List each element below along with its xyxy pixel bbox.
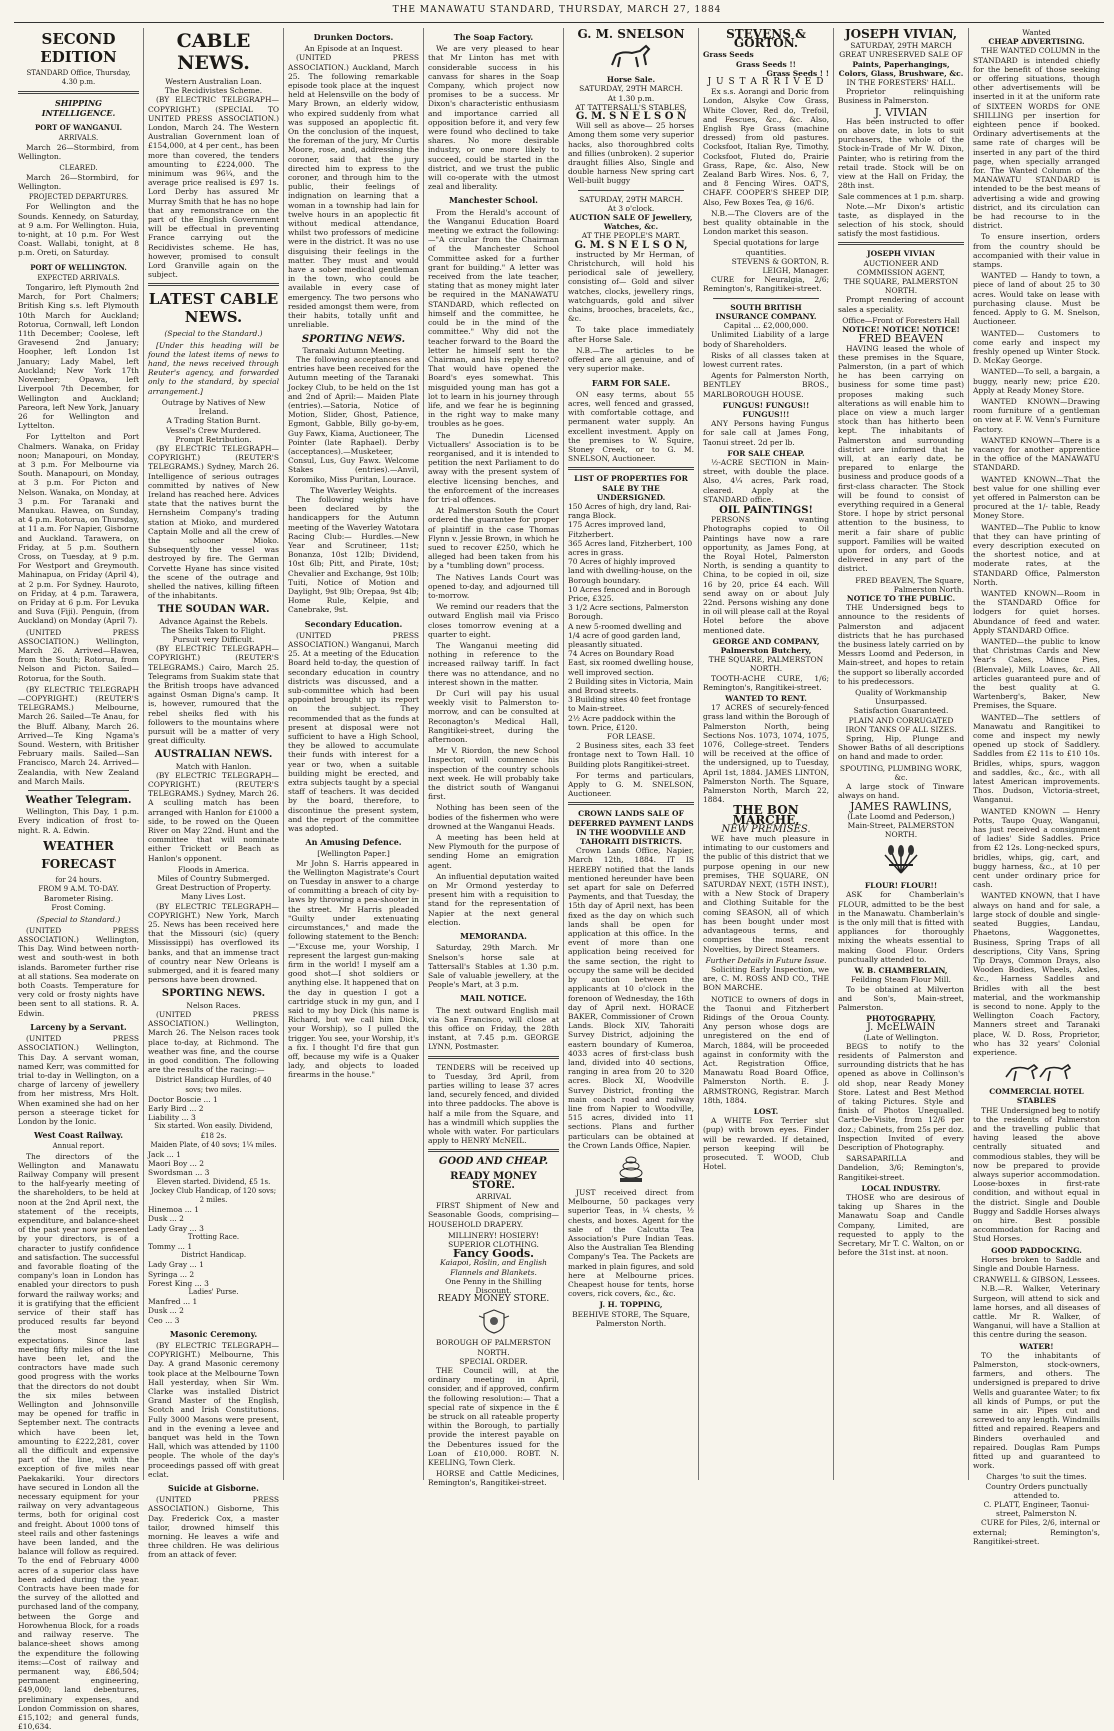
forecast-from: FROM 9 A.M. TO-DAY. [38,885,119,894]
property-item: 74 Acres on Boundary Road East, six roomed dwelling house, well improved section. [568,649,694,677]
seeds-text: Ex s.s. Aorangi and Doric from London, Alsyke Cow Grass, White Clover, Red do, Trefoil, and Fescues, &c., &c. Also, English Rye Grass (machine dressed) from old pastures. Cocksfoot, Italian Rye, Timothy, Cocksfoot, Fluted do, Prairie Grass, Rape, &c. Also, New Zealand Barb Wires. Nos. 6, 7, and 8 Fencing Wires. OAT'S, CHAFF. COOPER'S SHEEP DIP, Also, Few Boxes Tea, @ 16/6. [703,87,829,207]
cheap-advertising: CHEAP ADVERTISING. [988,37,1085,47]
weather-text-2: (UNITED PRESS ASSOCIATION.) Wellington, This Day. Wind between north-west and south-west in both islands. Barometer further rise at all stations. Sea moderate on both Coasts. Temperature for very cold or frosty nights have been sent to all stations. R. A. Edwin. [18,925,139,1018]
headline: Advance Against the Rebels. [159,616,268,626]
headline: Secondary Education. [304,618,403,629]
divider [578,190,684,191]
vet-text: N.B.—R. Walker, Veterinary Surgeon, will attend to sick and lame horses, and all diseases of cattle. Mr R. Walker, of Wanganui, will have a Stallion at this centre during the season. [973,1284,1100,1340]
wanted-ad: WANTED— Customers to come early and inspect my freshly opened up Winter Stock. D. McKay George. [973,328,1100,366]
article-text: Dr Curl will pay his usual weekly visit to Palmerston to-morrow, and can be consulted at Reconagton's Medical Hall, Rangitikei-street, during the afternoon. [428,689,559,745]
wanted-ad: WANTED KNOWN—There is a vacancy for another apprentice in the office of the MANAWATU STANDARD. [973,435,1100,473]
property-item: 365 Acres land, Fitzherbert, 100 acres in grass. [568,538,693,557]
expected-text: Tongariro, left Plymouth 2nd March, for Port Chalmers; British King s.s. left Plymouth 10th March for Auckland; Rotorua, Cornwall, left London 11th December; Coolese, left Gravesend 2nd January; Hoopher, left London 1st January; Lady Mabel, left Auckland; New York 17th November; Opawa, left Liverpool 7th December, for Wellington and Auckland; Pareora, left New York, January 26 for Wellington and Lyttelton. [18,283,139,431]
signature: STEVENS & GORTON, R. LEIGH, Manager. [731,256,829,276]
sale-text: To take place immediately after Horse Sale. [568,325,694,344]
just-arrived: J U S T A R R I V E D [707,77,825,88]
rawlins-address: (Late Loomd and Pederson,) Main-Street, PALMERSTON NORTH. [847,811,955,840]
race-title: Jockey Club Handicap, of 120 sovs; 2 miles. [150,1186,277,1204]
horses-icon [973,1061,1100,1083]
article-text: Mr John S. Harris appeared in the Wellington Magistrate's Court on Tuesday in answer to a charge of committing a breach of city by-laws by throwing a pea-shooter in the street. Mr Harris pleaded "Guilty under extenuating circumstances," and made the following statement to the Bench:—"Excuse me, your Worship, I represent the largest gun-making firm in the world! I myself am a good shot—I shot soldiers or anything else. It happened that on the day in question I got a cartridge stuck in my gun, and I said to my boy Dick (his name is Richard, but we call him Dick, your Worship), so I pulled the trigger. You see, your Worship, it's a fix. I thought I'd fire that gun off, because my wife is a Quaker lady, and objects to loaded firearms in the house." [288,858,419,1080]
gms-line: G. M. S N E L S O N, [574,239,688,251]
great-sale: GREAT UNRESERVED SALE OF [839,50,963,60]
larceny-text: (UNITED PRESS ASSOCIATION.) Wellington, This Day. A servant woman, named Kerr, was committed for trial to-day in Wellington, on a charge of larceny of jewellery from her mistress, Mrs Holt. When examined she had on her person a steerage ticket for London by the Ionic. [18,1034,139,1126]
mail-heading: MAIL NOTICE. [460,993,527,1004]
bon-marche-sig: Soliciting Early Inspection, we are, C. M. ROSS AND CO., THE BON MARCHE. [703,964,829,993]
agent-label: AUCTIONEER AND COMMISSION AGENT, [856,258,946,277]
wanted-ad: WANTED—The Public to know that they can have printing of every description executed on the shortest notice, and at moderate rates, at the STANDARD Office, Palmerston North. [973,522,1100,587]
time-line: At 3 o'clock. [607,203,655,213]
divider [428,1149,559,1152]
headline: Prompt Retribution. [175,434,252,444]
millinery-label: MILLINERY! HOSIERY! [447,1230,539,1240]
horse-icon [568,43,694,71]
butchery-label: Palmerston Butchery, [720,646,812,655]
article-text: (BY ELECTRIC TELEGRAPH—COPYRIGHT.) (SPECIAL TO UNITED PRESS ASSOCIATION.) London, March 24. The Western Australian Government loan of £154,000, at 4 per cent., has been more than covered, the tenders amounting to £224,000. The minimum was 96¼, and the average price realised is £97 1s. Lord Derby has assured Mr Murray Smith that he has no hope that any remonstrance on the part of the English Government will be effectual in preventing France carrying out the Recidivistes scheme. He has, however, promised to consult Lord Granville again on the subject. [148,95,279,280]
paddocking-text: Horses broken to Saddle and Single and Double Harness. [973,1254,1100,1273]
oil-text: PERSONS wanting Photographs copied to Oil Paintings have now a rare opportunity, as James Fong, at the Royal Hotel, Palmerston North, is sending a quantity to China, to be copied in oil, size 16 by 20, price £4 each. Will send away on or about July 22nd. Persons wishing any done in oil will please call at the Royal Hotel before the above mentioned date. [703,515,829,635]
beehive-icon [568,1154,694,1184]
race-title: Maiden Plate, of 40 sovs; 1¼ miles. [150,1140,277,1149]
masthead: THE MANAWATU STANDARD, THURSDAY, MARCH 27, 1884 [392,5,722,15]
newspaper-columns [14,27,1104,1731]
cheap-text: ½-ACRE SECTION in Main-street, with double the place. Also, 4¼ acres, Park road, cleared. Apply at the STANDARD office. [703,457,829,504]
fancy-goods: Fancy Goods. [452,1247,535,1261]
cleared-label: CLEARED. [59,163,98,172]
satisfaction-line: Satisfaction Guaranteed. [853,706,949,716]
cure-ad: CURE for Neuralgia, 2/6; Remington's, Rangitikei-street. [703,275,829,294]
crown-lands-heading: CROWN LANDS SALE OF DEFERRED PAYMENT LANDS IN THE WOODVILLE AND TAHORAITI DISTRICTS. [568,809,694,847]
auction-label: AUCTION SALE OF Jewellery, Watches, &c. [569,213,693,232]
property-item: 175 Acres improved land, Fitzherbert. [568,520,666,539]
insurance-text: Risks of all classes taken at lowest current rates. [703,350,829,369]
country-note: To ensure insertion, orders from the country should be accompanied with their value in stamps. [973,232,1100,270]
advertising-text: THE WANTED COLUMN in the STANDARD is intended chiefly for the benefit of those seeking or offering situations, though other advertisements will be inserted in it at the uniform rate of SIXTEEN WORDS for ONE SHILLING per insertion for eighteen pence if booked. Ordinary advertisements at the same rate of charges will be inserted in any part of the third page, when specially arranged for. The Wanted Column of the MANAWATU STANDARD is intended to be the best means of advertising a wide and growing district, and its circulation can be had recourse to in the district. [973,46,1100,231]
wanted-ad: WANTED KNOWN, that I have always on hand and for sale, a large stock of double and single-seated Buggies, Landau, Phaetons, Waggonettes, Business, Spring Traps of all descriptions, City Vans, Spring Tip Drays, Common Drays, also Wooden Bodies, Wheels, Axles, &c., Harness Saddles and Bridles with all the best material, and the workmanship is second to none. Apply to the Wellington Coach Factory, Manners street and Taranaki place, W. D. Ross, Proprietor, who has 32 years' Colonial experience. [973,891,1100,1057]
railway-report: The directors of the Wellington and Manawatu Railway Company will present to the half-yearly meeting of the shareholders, to be held at noon at the 2nd April next, the statement of the receipts, expenditure, and balance-sheet of the past year now presented by your directors, is of a character to justify confidence and satisfaction. The successful and favorable floating of the company's loan in London has enabled your directors to push forward the railway works; and it is gratifying that the efficient service of their staff has produced results far beyond the most sanguine expectations. Since last meeting fifty miles of the line have been let, and the contractors have made such good progress with the works that the directors do not doubt the six miles between Wellington and Johnsonville may be opened for traffic in September next. The contracts which have been let, amounting to £222,281, cover all the difficult and expensive part of the line, with the exception of five miles near Paekakariki. Your directors have secured in London all the necessary equipment for your railway on very advantageous terms, both for original cost and freight. About 1000 tons of steel rails and other fastenings have been landed, and the balance will follow as required. To the end of February 4000 acres of a superior class have been added during the year. Contracts have been made for the survey of the allotted and purchased land of the company, between the Gorge and Horowhenua Block, for a roads and railway reserve. The balance-sheet shows among the expenditure the following items:—Cost of railway and permanent way, £86,504; permanent engineering, £49,000; land debentures, preliminary expenses, and London Commission on shares, £15,102; and general funds, £10,634. [18,1151,139,1731]
wanted-label: Wanted [1022,28,1051,37]
arrival-label: ARRIVAL [476,1191,511,1201]
square-address: THE SQUARE, PALMERSTON NORTH. [708,655,824,674]
special-label: (Special to the Standard.) [164,329,263,339]
headline: Nelson Races. [186,1000,241,1010]
article-text: We are very pleased to hear that Mr Linton has met with considerable success in his canvass for shares in the Soap Company, which project now promises to be a success. Mr Dixon's characteristic enthusiasm and importance carried all opposition before it, and very few were found who declined to take shares. No more desirable industry, or one more likely to succeed, could be started in the district, and we trust the public will co-operate with the utmost zeal and liberality. [428,44,559,192]
wanted-ad: WANTED KNOWN—Drawing room furniture of a gentleman on view at F. W. Venn's Furniture Factory. [973,396,1100,434]
cheap-heading: FOR SALE CHEAP. [727,448,805,458]
date-line: SATURDAY, 29TH MARCH. [579,84,683,94]
weather-heading: Weather Telegram. [25,795,132,807]
stables-line: AT TATTERSALL'S STABLES, [575,102,687,112]
article-text: (UNITED PRESS ASSOCIATION.) Auckland, March 25. The following remarkable episode took place at the inquest held at Helensville on the body of Mary Brown, an elderly widow, who expired suddenly from what was supposed an apoplectic fit. On the conclusion of the inquest, the foreman of the jury, Mr Curtis Moore, rose, and, addressing the coroner, said that the jury directed him to express to the coroner, and through him to the public, their feelings of indignation on learning that a woman in a township had lain for twelve hours in an apoplectic fit without medical attendance, whilst two professors of medicine were in the district. It was no use disguising their feelings in the matter. They must and would have a sober medical gentleman in the town, who could be available in every case of emergency. The two persons who resided amongst them were, from their habits, totally unfit and unreliable. [288,53,419,330]
headline: Pursuit very Difficult. [172,634,255,644]
tanks-line: PLAIN AND CORRUGATED IRON TANKS OF ALL SIZES. [845,715,957,734]
paddocking-title: GOOD PADDOCKING. [991,1245,1082,1255]
beaven-text: HAVING leased the whole of these premises in the Square, Palmerston, (in a part of which he has been carrying on business for some time past) proposes making such alterations as will enable him to place on view a much larger stock than has hitherto been kept. The inhabitants of Palmerston and surrounding district are informed that he will, at an early date, be prepared to enlarge the business and produce goods of a first-class character. The Stock will be found to consist of everything required in a General Store. I hope by strict personal attention to the business, to merit a fair share of public support. Families will be waited upon for orders, and Goods delivered in any part of the district. [838,343,964,574]
insurance-text: Unlimited Liability of a large body of Shareholders. [703,330,829,349]
wanted-ad: WANTED—The settlers of Manawatu and Rangitikei to come and inspect my newly opened up stock of Saddlery. Saddles from £2 11s to £10 10s. Bridles, whips, spurs, waggon and saddles, &c., &c., with all latest American improvements. Thos. Dudson, Victoria-street, Wanganui. [973,712,1100,805]
headline: Outrage by Natives of New Ireland. [161,397,266,417]
wanted-ad: WANTED KNOWN — Henry Potts, Taupo Quay, Wanganui, has just received a consignment of ladies' Side Saddles. Price from £2 12s. Long-necked spurs, bridles, whips, gig, cart, and buggy harness, &c., at 10 per cent under ordinary price for cash. [973,806,1100,890]
frost-label: Frost Coming. [51,903,106,913]
farm-text: ON easy terms, about 55 acres, well fenced and grassed, with comfortable cottage, and permanent water supply. An excellent investment. Apply on the premises to W. Squire, Stoney Creek, or to G. M. SNELSON, Auctioneer. [568,389,694,464]
headline: Manchester School. [449,195,538,206]
wanted-ad: WANTED KNOWN—Room in the STANDARD Office for lodgers for quiet horses. Abundance of feed and water. Apply STANDARD Office. [973,588,1100,635]
notice-public: NOTICE TO THE PUBLIC. [846,593,956,603]
quality-line: Quality of Workmanship Unsurpassed. [855,688,947,707]
race-result: Dusk ... 2 [148,1306,184,1316]
race-note: Six started. Won easily. Dividend, £18 2s. [154,1122,273,1140]
seeds-line: Grass Seeds ! ! [766,68,829,78]
vivian-text: Has been instructed to offer on above date, in lots to suit purchasers, the whole of the Stock-in-Trade of Mr W. Dixon, Painter, who is retiring from the retail trade. Stock will be on view at the Hall on Friday, the 28th inst. [838,116,964,191]
headline: A Trading Station Burnt. [166,416,261,426]
property-item: 10 Acres fenced and in Borough Price, £325. [568,584,691,603]
insurance-title: SOUTH BRITISH INSURANCE COMPANY. [715,302,817,321]
mcelwain-origin: (Late of Wellington. [863,1032,939,1042]
time-line: At 1.30 p.m. [607,93,655,103]
divider [18,91,139,94]
quotations-note: Special quotations for large quantities. [713,238,819,257]
headline: An Amusing Defence. [305,837,402,848]
photo-title: PHOTOGRAPHY. [866,1014,936,1024]
projected-text: For Wellington and the Sounds. Kennedy, on Saturday, at 9 a.m. For Wellington. Huia, to-night, at 10 p.m. For West Coast. Wallabi, tonight, at 8 p.m. Oreti, on Saturday. [18,202,139,258]
cable-news-title: CABLE NEWS. [176,30,251,74]
property-item: 70 Acres of highly improved land with dwelling-house, on the Borough boundary. [568,557,693,585]
hall-label: IN THE FORESTERS' HALL. [846,78,956,88]
new-premises-label: NEW PREMISES. [721,823,811,835]
divider [568,802,694,805]
race-result: Manfred ... 1 [148,1297,198,1307]
headline: Vessel's Crew Murdered. [165,425,262,435]
race-result: Tommy ... 1 [148,1241,193,1251]
race-result: Jack ... 1 [148,1149,181,1159]
article-text: The following weights have been declared by the handicappers for the Autumn meeting of the Waverley Watotara Racing Club:— Hurdles.—New Year and Scrutineer, 11st; Bonanza, 10st 12lb; Dividend, 10st 6lb; Pitt, and Pirate, 10st; Chevalier and Exchange, 9st 10lb; Tuiti, Notice of Motion and Daylight, 9st 9lb; Orepaa, 9st 4lb; Home Rule, Kelpie, and Canebrake, 9st. [288,494,419,615]
properties-heading: LIST OF PROPERTIES FOR SALE BY THE UNDERSIGNED. [574,474,688,502]
second-edition-title: SECOND EDITION [40,30,117,66]
flour-text: ASK for Chamberlain's FLOUR, admitted to be the best in the Manawatu. Chamberlain's is the only mill that is fitted with appliances for thoroughly mixing the wheats essential to making Good Flour. Orders punctually attended to. [838,890,964,964]
headline: Taranaki Autumn Meeting. [302,345,405,355]
topping-address: BEEHIVE STORE, The Square, Palmerston North. [572,1309,690,1328]
flour-title: FLOUR! FLOUR!! [864,881,938,891]
column-2 [144,28,284,1560]
crown-lands-text: Crown Lands Office, Napier, March 12th, 1884. IT IS HEREBY notified that the lands mentioned hereunder have been set apart for sale on Deferred Payments, and that Tuesday, the 15th day of April next, has been fixed as the day on which such lands shall be open for application at this office. In the event of more than one application being received for the same section, the right to occupy the same will be decided by auction between the applicants at 10 o'clock in the forenoon of Wednesday, the 16th day of April next. HORACE BAKER, Commissioner of Crown Lands. Block XIV, Tahoraiti Survey District, adjoining the eastern boundary of Kumeroa, 4033 acres of first-class bush land, divided into 40 sections, ranging in area from 20 to 320 acres. Block XI, Woodville Survey District, fronting the main coach road and railway line from Napier to Woodville, 515 acres, divided into 11 sections. Plans and further particulars can be obtained at the Crown Lands Office, Napier. [568,846,694,1150]
sale-start: Sale commences at 1 p.m. sharp. [838,192,964,202]
divider [28,790,129,791]
sale-text: Will sell as above— 25 horses Among them some very superior hacks, also thoroughbred colts and fillies (unbroken). 2 superior draught fillies Also, Single and double harness New spring cart Well-built buggy [568,121,694,186]
column-5 [564,28,699,1480]
annual-label: Annual report. [52,1142,105,1151]
race-result: Maori Boy ... 2 [148,1159,204,1169]
local-industry-text: THOSE who are desirous of taking up Shares in the Manawatu Soap and Candle Company, Limited, are requested to apply to the Secretary, Mr T. C. Walton, on or before the 31st inst. at noon. [838,1192,964,1258]
horse-medicine-ad: HORSE and Cattle Medicines, Remington's, Rangitikei-street. [428,1469,559,1488]
memoranda-heading: MEMORANDA. [460,931,527,942]
divider [428,1056,559,1059]
fungus-heading: FUNGUS! FUNGUS!! FUNGUS!!! [722,400,810,419]
borough-title: BOROUGH OF PALMERSTON NORTH. [436,1338,551,1357]
tenders-ad: TENDERS will be received up to Tuesday, 3rd April, from parties willing to lease 37 acres land, securely fenced, and divided into three paddocks. The above is half a mile from the Square, and has a windmill which supplies the whole with water. For particulars apply to HENRY McNEIL. [428,1062,559,1146]
property-item: 2½ Acre paddock within the town. Price, £120. [568,713,676,732]
vivian-name: J. VIVIAN [874,105,928,119]
race-note: Eleven started. Dividend, £5 1s. [156,1177,271,1186]
photo-text: BEGS to notify to the residents of Palmerston and surrounding districts that he has opened as above in Collinson's old shop, near Ready Money Store. Latest and Best Method of taking Pictures. Style and finish of Photos Unequalled. Carte-De-Visite, from 12/6 per doz.; Cabinets, from 25s per doz. Inspection Invited of every Description of Photography. [838,1041,964,1152]
horse-sale-label: Horse Sale. [606,75,656,85]
rent-heading: WANTED TO RENT. [725,694,807,704]
discount-label: One Penny in the Shilling Discount. [445,1276,542,1295]
article-text: The Wanganui meeting did nothing in reference to the increased railway tariff. In fact there was no attendance, and no interest shown in the matter. [428,641,559,687]
lease-text: 2 Business sites, each 33 feet frontage next to Town Hall. 10 Building plots Rangitikei-street. [568,741,694,769]
projected-text-2: For Lyttelton and Port Chalmers. Wanaka, on Friday noon; Manapouri, on Monday, at 3 p.m. For Melbourne via South. Manapouri, on Monday, at 3 p.m. For Picton and Nelson. Wanaka, on Monday, at 3 p.m. For Taranaki and Manukau. Hawea, on Sunday, at 4 p.m. Rotorua, on Thursday, at 11 a.m. For Napier, Gisborne and Auckland. Tarawera, on Friday, at 5 p.m. Southern Cross, on Tuesday, at 9 p.m. For Westport and Greymouth. Mahinapua, on Friday (April 4), at 2 p.m. For Sydney. Hauroto, on Friday, at 4 p.m. Tarawera, on Friday at 6 p.m. For Levuka and Suva (Fiji). Penguin, (from Auckland) on Monday (April 7). [18,432,139,626]
coat-of-arms-icon [428,1308,559,1334]
clothing-label: SUPERIOR CLOTHING. [448,1239,539,1249]
article-text: (BY ELECTRIC TELEGRAPH—COPYRIGHT.) (REUTER'S TELEGRAMS.) Sydney, March 26. Intelligence of serious outrages committed by natives of New Ireland has reached here. Advices state that the natives burnt the Hernsheim Company's trading station at Mioko, and murdered Captain Molle and all the crew of the schooner Mioko. Subsequently the vessel was destroyed by fire. The German Corvette Hyane has since visited the scene of the outrage and shelled the natives, killing fifteen of the inhabitants. [148,443,279,601]
race-result: Doctor Boscie ... 1 [148,1094,218,1104]
flannels-label: Kaiapoi, Roslin, and English Flannels and Blankets. [440,1258,547,1277]
headline: Miles of Country Submerged. [157,874,270,884]
port-wanganui: PORT OF WANGANUI. [34,122,123,132]
property-item: A new 5-roomed dwelling and 1/4 acre of good garden land, pleasantly situated. [568,621,682,649]
stevens-gorton-title: STEVENS & GORTON. [726,27,806,51]
cranwell-name: CRANWELL & GIBSON, Lessees. [973,1275,1100,1285]
vivian-title-2: JOSEPH VIVIAN [867,249,935,259]
paints-label: Paints, Paperhangings, Colors, Glass, Brushware, &c. [838,59,964,78]
divider [713,298,819,299]
divider [148,283,279,286]
divider [568,467,694,470]
cable-text-2: (BY ELECTRIC TELEGRAPH—COPYRIGHT.) (REUTER'S TELEGRAMS.) Melbourne, March 26. Sailed—Te Anau, for the Bluff. Albany, March 26. Arrived—Te King Ngama's Sound. Western, with Britisher February mails. Sailed—San Francisco, March 24. Arrived—Zealandia, with New Zealand and March Mails. [18,684,139,786]
piles-ad: CURE for Piles, 2/6, internal or external; Remington's, Rangitikei-street. [973,1518,1101,1546]
masthead-rule [14,22,1104,23]
property-item: 3 1/2 Acre sections, Palmerston Borough. [568,603,689,622]
article-text: The Dunedin Licensed Victuallers' Association is to be reorganised, and it is intended to petition the next Parliament to do away with the present system of elective licensing benches, and the enforcement of the increases for tri-al offences. [428,430,559,504]
gms-line: G. M. S N E L S O N [575,111,687,123]
race-result: Liability ... 3 [148,1113,196,1123]
fungus-text: ANY Persons having Fungus for sale call at James Fong, Taonui street. 2d per lb. [703,419,829,447]
article-text: (UNITED PRESS ASSOCIATION.) Wellington, March 26. The Nelson races took place to-day, at Richmond. The weather was fine, and the course in good condition. The following are the results of the racing:— [148,1009,279,1075]
ready-money-heading: READY MONEY STORE. [450,1170,537,1191]
property-item: 150 Acres of high, dry land, Rai-ranga Block. [568,501,692,521]
race-title: District Handicap. [180,1251,247,1260]
article-text: (BY ELECTRIC TELEGRAPH—COPYRIGHT.) Melbourne, This Day. A grand Masonic ceremony took place at the Melbourne Town Hall yesterday, when Sir Wm. Clarke was installed District Grand Master of the English, Scotch and Irish Constitutions. Fully 3000 Masons were present, and in the evening a levee and banquet was held in the Town Hall, which was attended by 1100 people. The whole of the day's proceedings passed off with great eclat. [148,1341,279,1479]
wanted-ad: WANTED—the public to know that Christmas Cards and New Year's Cakes, Mince Pies, (Blenvale), Milk Loaves, &c. All articles guaranteed pure and of the best quality at G. Wartenberg's, Baker, New Premises, the Square. [973,637,1100,711]
column-4 [424,28,564,1488]
race-result: Forest King ... 3 [148,1278,209,1288]
notice-text: THE Undersigned begs to announce to the residents of Palmerston and adjacent districts that he has purchased the business lately carried on by Messrs Loomd and Pederson, in Main-street, and hopes to retain the support so liberally accorded to his predecessors. [838,603,964,686]
people-mart: AT THE PEOPLE'S MART. [581,231,681,241]
vivian-text: Proprietor relinquishing Business in Palmerston. [838,87,964,106]
sporting-heading: SPORTING NEWS. [301,333,406,345]
article-text: The Natives Lands Court was opened to-day, and adjourned till to-morrow. [428,572,559,600]
shipping-heading: SHIPPING INTELLIGENCE. [41,98,116,118]
suicide-title: Suicide at Gisborne. [168,1483,259,1494]
article-text: Nothing has been seen of the bodies of the fishermen who were drowned at the Wanganui Heads. [428,803,559,831]
projected-label: PROJECTED DEPARTURES. [28,193,129,202]
snelson-title: G. M. SNELSON [577,27,685,41]
heading-note: [Under this heading will be found the latest items of news to hand, the news received through Reuter's agency, and forwarded only to the standard, by special arrangement.] [148,340,279,396]
forecast-sub: for 24 hours. [55,875,102,884]
column-3 [284,28,424,1480]
race-result: Early Bird ... 2 [148,1103,204,1113]
capital-line: Capital ... £2,000,000. [723,321,809,331]
australian-title: AUSTRALIAN NEWS. [154,749,273,761]
oil-title: OIL PAINTINGS! [719,504,813,516]
cleared-text: March 26—Stormbird, for Wellington. [18,172,139,192]
rawlins-name: JAMES RAWLINS, [850,800,952,814]
wanted-ad: WANTED — Handy to town, a piece of land of about 25 to 30 acres. Would take on lease with purchasing clause. Must be fenced. Apply to G. M. Snelson, Auctioneer. [973,271,1100,327]
seeds-line: Grass Seeds [703,50,754,60]
headline: Drunken Doctors. [313,32,394,42]
race-result: Ceo ... 3 [148,1315,180,1325]
race-result: Dusk ... 2 [148,1214,184,1224]
special-label: (Special to Standard.) [36,914,121,924]
shipment-text: FIRST Shipment of New and Seasonable Goods, comprising— HOUSEHOLD DRAPERY. [428,1201,559,1229]
soudan-title: THE SOUDAN WAR. [157,604,270,616]
tinware-text: A large stock of Tinware always on hand. [838,782,964,801]
headline: The Sheiks Taken to Flight. [161,625,266,635]
property-item: 3 Building sites 40 feet frontage to Main-street. [568,695,691,714]
dogs-notice: NOTICE to owners of dogs in the Taonui and Fitzherbert Ridings of the Oroua County. Any person whose dogs are unregistered on the end of March, 1884, will be proceeded against in conformity with the Act. Registration Office, Manawatu Road Board Office, Palmerston North. E. J. ARMSTRONG, Registrar. March 18th, 1884. [703,994,829,1105]
seeds-line: Grass Seeds !! [736,59,796,69]
lost-text: A WHITE Fox Terrier slut (pup) with brown eyes. Finder will be rewarded. If detained, person keeping will be prosecuted. T. WOOD, Club Hotel. [703,1116,829,1172]
future-details: Further Details in Future Issue. [705,955,827,965]
terms-text: For terms and particulars, Apply to G. M. SNELSON, Auctioneer. [568,770,694,799]
headline: Floods in America. [177,864,250,874]
water-text: TO the inhabitants of Palmerston, stock-owners, farmers, and others. The undersigned is prepared to drive Wells and guarantee Water; to fix all kinds of Pumps, or put the same in air. Pipes cut and screwed to any length. Windmills fitted and repaired. Reapers and Binders overhauled and repaired. Douglas Ram Pumps fitted up and guaranteed to work. [973,1350,1100,1471]
sale-text: instructed by Mr Herman, of Christchurch, will hold his periodical sale of jewellery, consisting of— Gold and silver watches, clocks, jewellery rings, watchguards, gold and silver chains, brooches, bracelets, &c., &c. [568,249,694,324]
race-result: Syringa ... 2 [148,1269,195,1279]
memoranda-text: Saturday, 29th March. Mr Snelson's horse sale at Tattersall's Stables at 1.30 p.m. Sale of valuable jewellery, at the People's Mart, at 3 p.m. [428,943,559,990]
arrival-text: March 26—Stormbird, from Wellington. [18,143,139,162]
article-text: (BY ELECTRIC TELEGRAPH—COPYRIGHT.) New York, March 25. News has been received here that the Missouri (sic) (query Mississippi) has overflowed its banks, and that an immense tract of country near New Orleans is submerged, and it is feared many persons have been drowned. [148,901,279,985]
date-line: SATURDAY, 29TH MARCH [850,41,952,51]
spouting-line: SPOUTING, PLUMBING WORK, &c. [839,763,963,782]
local-industry: LOCAL INDUSTRY. [861,1183,941,1193]
bon-marche-text: WE have much pleasure in intimating to our customers and the public of this district that we purpose opening in our new premises, THE SQUARE, ON SATURDAY NEXT, (15TH INST.), with a New Stock of Drapery and Clothing Suitable for the coming SEASON, all of which has been bought under most advantageous terms, and comprises the most recent Novelties, by Direct Steamers. [703,834,829,954]
headline: [Wellington Paper.] [317,849,390,859]
clovers-note: N.B.—The Clovers are of the best quality obtainable in the London market this season. [703,208,829,237]
farm-heading: FARM FOR SALE. [591,377,671,388]
mcelwain-name: J. McELWAIN [866,1022,936,1034]
headline: Many Lives Lost. [181,892,246,902]
chamberlain-name: W. B. CHAMBERLAIN, [854,966,948,976]
good-cheap-heading: GOOD AND CHEAP. [438,1156,549,1168]
notice-heading: NOTICE! NOTICE! NOTICE! [842,325,960,335]
lost-heading: LOST. [753,1106,779,1116]
larceny-heading: Larceny by a Servant. [30,1021,127,1032]
race-result: Lady Gray ... 1 [148,1260,204,1270]
wanted-ad: WANTED—To sell, a bargain, a buggy, nearly new; price £20. Apply at Ready Money Store. [973,367,1100,395]
article-text: The following acceptances and entries have been received for the Autumn meeting of the Taranaki Jockey Club, to be held on the 1st and 2nd of April:— Maiden Plate (entries).—Satoria, Notice of Motion, Slider, Ghost, Patience, Egmont, Gabble, Billy go-by-em, Guy Fawx, Kiama, Auctioneer, The Pointer (late Raphael). Derby (acceptances).—Musketeer, Consul, Lus, Guy Fawx. Welcome Stakes (entries).—Anvil, Koromiko, Miss Puritan, Lourace. [288,354,419,484]
stables-title: COMMERCIAL HOTEL STABLES [989,1087,1084,1106]
vivian-note: Note.—Mr Dixon's artistic taste, as displayed in the selection of his stock, should satisfy the most fastidious. [838,201,964,239]
property-item: 2 Building sites in Victoria, Main and Broad streets. [568,676,694,695]
topping-name: J. H. TOPPING, [599,1300,663,1310]
headline: Western Australian Loan. [165,77,262,86]
expected-label: EXPECTED ARRIVALS. [37,273,120,282]
article-text: Mr V. Riordon, the new School Inspector, will commence his inspection of the country schools next week. He will probably take the district south of Wanganui first. [428,746,559,802]
barometer-label: Barometer Rising. [43,894,114,904]
obtain-text: To be obtained at Milverton and Son's, Main-street, Palmerston. [838,984,964,1012]
sale-text: N.B.—The articles to be offered are all genuine, and of very superior make. [568,345,694,374]
insurance-text: Agents for Palmerston North, BENTLEY BROS., MARLBOROUGH HOUSE. [703,371,829,399]
race-title: District Handicap Hurdles, of 40 sovs; two miles. [155,1076,272,1094]
headline: The Recidivistes Scheme. [164,86,263,96]
weather-text: Wellington, This Day, 1 p.m. Every indication of frost to-night. R. A. Edwin. [18,807,139,835]
west-coast-heading: West Coast Railway. [34,1130,123,1141]
headline: The Waverley Weights. [310,485,397,495]
column-8 [969,28,1104,1546]
platt-sig: C. PLATT, Engineer, Taonui-street, Palmerston N. [983,1500,1090,1519]
agent-text: Prompt rendering of account sales a speciality. [838,295,964,314]
charges-line: Charges 'to suit the times. [986,1472,1087,1482]
sarsaparilla-ad: SARSAPARILLA and Dandelion, 3/6; Remington's, Rangitikei-street. [838,1154,964,1182]
ready-money-store: READY MONEY STORE. [437,1294,550,1305]
headline: An Episode at an Inquest. [304,44,403,54]
george-title: GEORGE AND COMPANY, [712,636,820,646]
office-line: Office—Front of Foresters Hall [842,315,960,325]
date-line: SATURDAY, 29TH MARCH. [579,194,683,204]
forecast-title: WEATHER FORECAST [41,838,116,871]
bon-marche-title: THE BON MARCHE, [732,803,800,827]
wheat-sheaf-icon [838,843,964,877]
orders-line: Country Orders punctually attended to. [985,1481,1088,1500]
race-result: Swordsman ... 3 [148,1168,210,1178]
article-text: (BY ELECTRIC TELEGRAPH—COPYRIGHT.) (REUTER'S TELEGRAMS.) Sydney, March 26. A sculling match has been arranged with Hanlon for £1000 a side, to be rowed on the Queen River on May 22nd. Hunt and the committee that will nominate either Trickett or Beach as Hanlon's opponent. [148,770,279,863]
water-title: WATER! [1019,1341,1054,1351]
mail-text: The next outward English mail via San Francisco, will close at this office on Friday, the 28th instant, at 7.45 p.m. GEORGE LYNN, Postmaster. [428,1005,559,1052]
masonic-title: Masonic Ceremony. [169,1328,258,1339]
tea-ad-text: JUST received direct from Melbourne, 50 packages very superior Teas, in ¼ chests, ½ chests, and boxes. Agent for the sale of the Calcutta Tea Association's Pure Indian Teas. Also the Australian Tea Blending Company's Tea. The Packets are marked in plain figures, and sold here at Melbourne prices. Cheapest house for tents, horse covers, rick covers, &c., &c. [568,1187,694,1299]
tooth-ad: TOOTH-ACHE CURE, 1/6; Remington's, Rangitikei-street. [703,673,829,692]
column-6 [699,28,834,1480]
column-1 [14,28,144,1731]
cable-text-1: (UNITED PRESS ASSOCIATION.) Wellington, March 26. Arrived—Hawea, from the South; Rotorua, from Nelson and Picton. Sailed—Rotorua, for the South. [18,627,139,683]
column-7 [834,28,969,1480]
latest-cable-title: LATEST CABLE NEWS. [148,290,279,327]
race-result: Lady Gray ... 3 [148,1223,204,1233]
stables-text: THE Undersigned beg to notify to the residents of Palmerston and the travelling public that having leased the above centrally situated and commodious stables, they will be now be prepared to provide always superior accommodation. Loose-boxes in first-rate condition, and without equal in the district. Single and Double Buggy and Saddle Horses always on hire. Best possible accommodation for Racing and Stud Horses. [973,1105,1100,1244]
port-wellington: PORT OF WELLINGTON. [30,262,127,272]
race-result: Hinemoa ... 1 [148,1205,199,1215]
article-text: At Palmerston South the Court ordered the guarantee for proper of plaintiff in the case Thomas Flynn v. Jessie Brown, in which he sued to recover £250, which he alleged had been taken from his by a "tumbling down" process. [428,506,559,571]
agent-address: THE SQUARE, PALMERSTON NORTH. [843,277,959,296]
headline: The Soap Factory. [453,32,534,42]
article-text: A meeting has been held at New Plymouth for the purpose of sending Home an emigration agent. [428,833,559,870]
article-text: (UNITED PRESS ASSOCIATION.) Wanganui, March 25. At a meeting of the Education Board held to-day, the question of secondary education in country districts was discussed, and a sub-committee which had been appointed brought up its report on the subject. They recommended that as the funds at present at disposal were not sufficient to have a High School, they be allowed to accumulate their funds with interest for a year or two, when a suitable building might be erected, and extra subjects taught by a special staff of teachers. It was decided by the board, therefore, to discontinue the present system, and the report of the committee was adopted. [288,630,419,834]
wanted-ad: WANTED KNOWN—That the best value for one shilling ever yet offered in Palmerston can be procured at the 1/- table, Ready Money Store. [973,474,1100,521]
rent-text: 17 ACRES of securely-fenced grass land within the Borough of Palmerston North, being Sections Nos. 1073, 1074, 1075, 1076, College-street. Tenders will be received at the office of the undersigned, up to Tuesday, April 1st, 1884. JAMES LINTON, Palmerston North. The Square, Palmerston North, March 22, 1884. [703,703,829,805]
beaven-title: FRED BEAVEN [858,332,944,346]
special-order-text: THE Council will, at the ordinary meeting in April, consider, and if approved, confirm the following resolution:— That a special rate of sixpence in the £ be struck on all rateable property within the Borough, to partially provide the interest payable on the Debentures issued for the Loan of £10,000. ROBT. N. KEELING, Town Clerk. [428,1366,559,1468]
sporting-title: SPORTING NEWS. [161,988,266,1000]
article-text: We remind our readers that the outward English mail via Frisco closes tomorrow evening at a quarter to eight. [428,602,559,639]
headline: Great Destruction of Property. [155,883,272,893]
divider [838,242,964,245]
article-text: From the Herald's account of the Wanganui Education Board meeting we extract the following:—"A circular from the Chairman of the Manchester School Committee asked for a further grant for building." A letter was received from the late teacher, stating that as money might later be required in the MANAWATU STANDARD, which reflected on himself and the committee, he could be in the mind of the committee." Why did not the teacher forward to the Board the letter he himself sent to the Chairman, and his reply thereto? That would have opened the Board's eyes somewhat. This misguided young man has got a lot to learn in his journey through life, and we fear he is beginning in the right way to make many troubles as he goes. [428,207,559,429]
article-text: (UNITED PRESS ASSOCIATION.) Gisborne, This Day. Frederick Cox, a master tailor, drowned himself this morning. He leaves a wife and three children. He was delirious from an attack of fever. [148,1495,279,1560]
article-text: An influential deputation waited on Mr Ormond yesterday to present him with a requisition to stand for the representation of Napier at the next general election. [428,871,559,927]
mill-name: Feilding Steam Flour Mill. [851,975,951,985]
special-order: SPECIAL ORDER. [459,1356,528,1366]
race-title: Trotting Race. [187,1232,240,1241]
office-line: STANDARD Office, Thursday, 4.30 p.m. [26,69,131,87]
arrivals-label: ARRIVALS. [58,134,99,143]
baths-text: Spring, Hip, Plunge and Shower Baths of all descriptions on hand and made to order. [838,734,964,762]
headline: Match with Hanlon. [175,761,252,771]
race-title: Ladies' Purse. [188,1287,239,1296]
beaven-sig: FRED BEAVEN, The Square, Palmerston North. [855,575,964,594]
vivian-title: JOSEPH VIVIAN, [844,27,958,41]
lease-heading: FOR LEASE. [606,732,656,742]
article-text: (BY ELECTRIC TELEGRAPH—COPYRIGHT.) (REUTER'S TELEGRAMS.) Cairo, March 25. Telegrams from Suakim state that the British troops have advanced against Osman Digna's camp. It is, however, rumoured that the rebel sheiks fled with his followers to the mountains where pursuit will be a matter of very great difficulty. [148,644,279,746]
